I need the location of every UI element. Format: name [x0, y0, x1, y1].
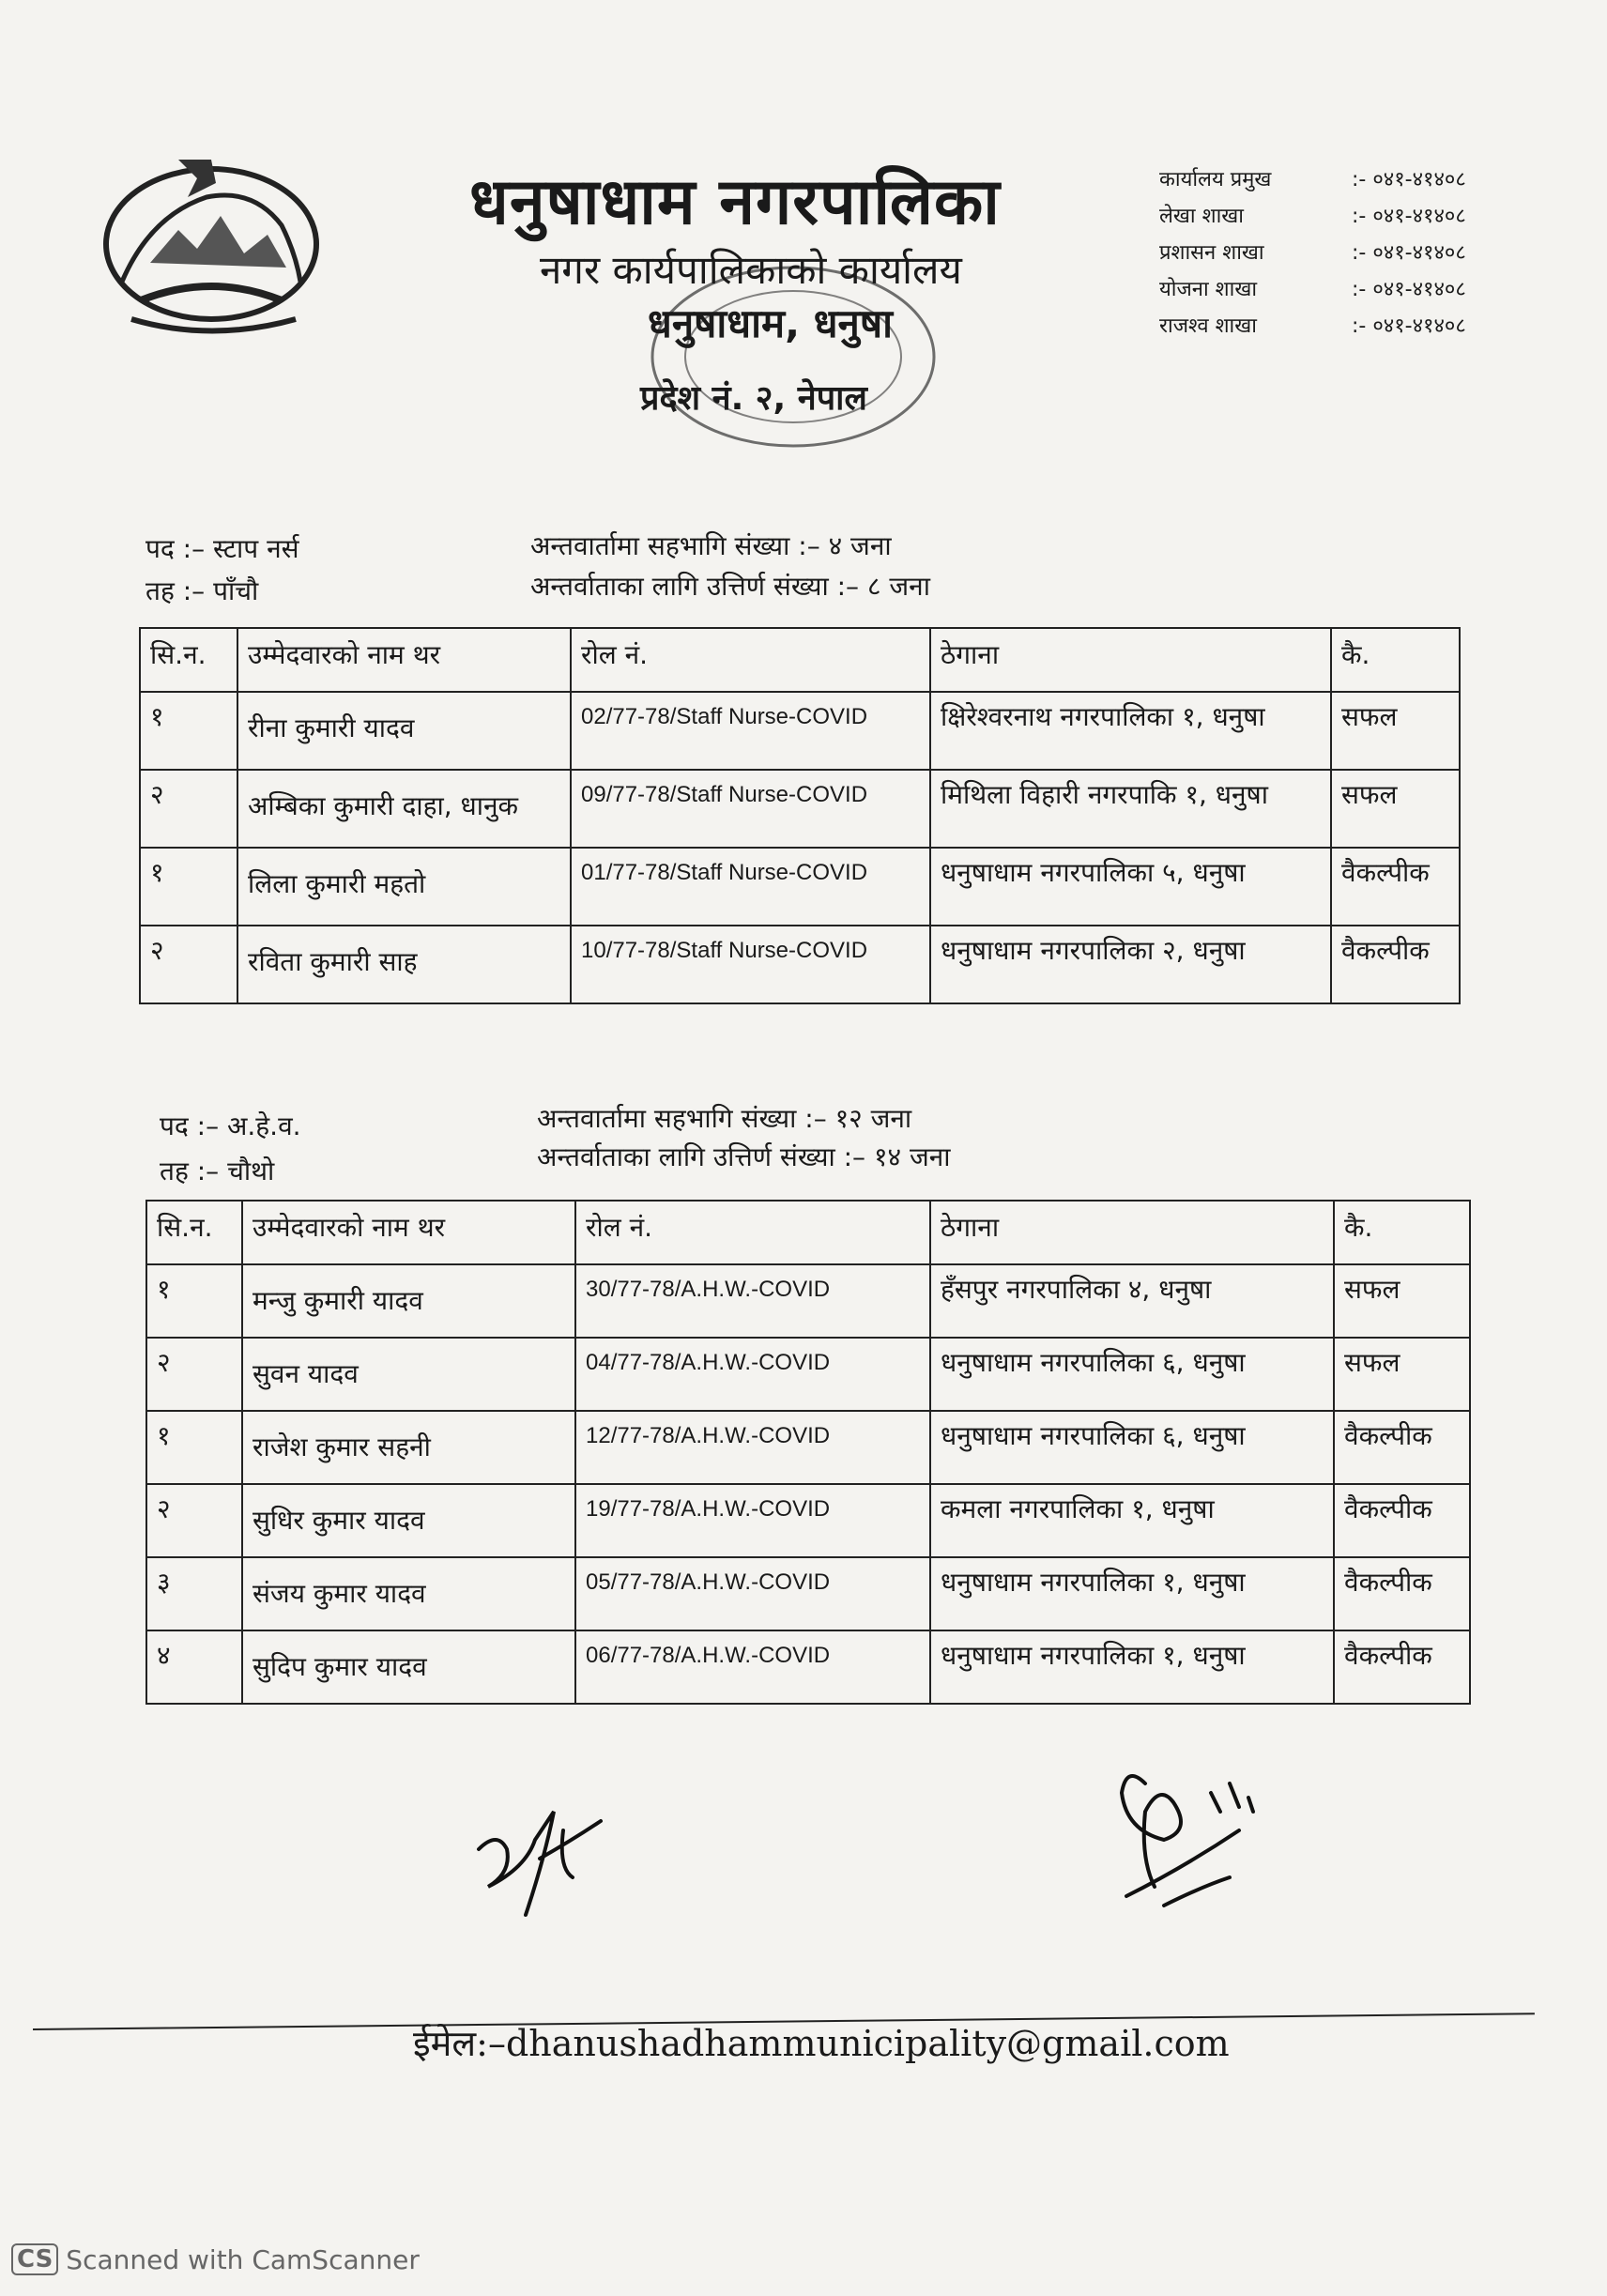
cell-name: अम्बिका कुमारी दाहा, धानुक — [237, 770, 571, 848]
contact-label: लेखा शाखा — [1159, 204, 1244, 228]
cell-address: धनुषाधाम नगरपालिका १, धनुषा — [930, 1630, 1334, 1704]
cell-address: मिथिला विहारी नगरपाकि १, धनुषा — [930, 770, 1331, 848]
section1-post: पद :– स्टाप नर्स — [145, 533, 299, 564]
cell-roll: 12/77-78/A.H.W.-COVID — [575, 1411, 930, 1484]
cell-sn: १ — [140, 848, 237, 926]
table-row — [146, 1338, 1470, 1411]
cell-roll: 01/77-78/Staff Nurse-COVID — [571, 848, 930, 926]
cell-roll: 09/77-78/Staff Nurse-COVID — [571, 770, 930, 848]
table-row — [146, 1484, 1470, 1557]
cell-roll: 06/77-78/A.H.W.-COVID — [575, 1630, 930, 1704]
footer-email: ईमेल:–dhanushadhammunicipality@gmail.com — [413, 2023, 1230, 2064]
cell-name: मन्जु कुमारी यादव — [242, 1264, 575, 1338]
header-sn: सि.न. — [146, 1201, 242, 1264]
cell-roll: 05/77-78/A.H.W.-COVID — [575, 1557, 930, 1630]
cell-name: लिला कुमारी महतो — [237, 848, 571, 926]
cell-remark: सफल — [1331, 692, 1460, 770]
cell-remark: सफल — [1334, 1264, 1470, 1338]
cell-sn: २ — [146, 1338, 242, 1411]
header-name: उम्मेदवारको नाम थर — [242, 1201, 575, 1264]
table-header-row — [140, 628, 1460, 692]
cell-address: कमला नगरपालिका १, धनुषा — [930, 1484, 1334, 1557]
table-row — [146, 1264, 1470, 1338]
contact-label: राजश्व शाखा — [1159, 314, 1257, 338]
cell-sn: १ — [140, 692, 237, 770]
contact-row — [1159, 306, 1466, 343]
table-row — [146, 1411, 1470, 1484]
cell-remark: सफल — [1334, 1338, 1470, 1411]
contact-value: :- ०४१-४१४०८ — [1352, 204, 1466, 228]
cell-name: रीना कुमारी यादव — [237, 692, 571, 770]
cell-remark: वैकल्पीक — [1334, 1630, 1470, 1704]
cell-remark: वैकल्पीक — [1331, 926, 1460, 1003]
cell-address: धनुषाधाम नगरपालिका ६, धनुषा — [930, 1338, 1334, 1411]
header-address: ठेगाना — [930, 628, 1331, 692]
table-row — [140, 692, 1460, 770]
cell-name: संजय कुमार यादव — [242, 1557, 575, 1630]
office-subtitle: नगर कार्यपालिकाको कार्यालय — [540, 247, 962, 293]
cell-sn: २ — [140, 770, 237, 848]
cell-remark: वैकल्पीक — [1331, 848, 1460, 926]
section1-passed: अन्तर्वाताका लागि उत्तिर्ण संख्या :– ८ जना — [530, 571, 930, 602]
cell-roll: 10/77-78/Staff Nurse-COVID — [571, 926, 930, 1003]
section2-passed: अन्तर्वाताका लागि उत्तिर्ण संख्या :– १४ जना — [537, 1141, 951, 1172]
contact-row — [1159, 269, 1466, 306]
cell-address: धनुषाधाम नगरपालिका ५, धनुषा — [930, 848, 1331, 926]
section1-table — [139, 627, 1461, 1004]
cell-address: क्षिरेश्वरनाथ नगरपालिका १, धनुषा — [930, 692, 1331, 770]
camscanner-watermark — [11, 2243, 420, 2275]
section2-post: पद :– अ.हे.व. — [160, 1110, 301, 1141]
office-province: प्रदेश नं. २, नेपाल — [640, 379, 867, 418]
cell-sn: १ — [146, 1264, 242, 1338]
header-sn: सि.न. — [140, 628, 237, 692]
table-row — [146, 1630, 1470, 1704]
office-location: धनुषाधाम, धनुषा — [648, 300, 893, 346]
cell-roll: 19/77-78/A.H.W.-COVID — [575, 1484, 930, 1557]
cell-address: धनुषाधाम नगरपालिका १, धनुषा — [930, 1557, 1334, 1630]
cell-name: रविता कुमारी साह — [237, 926, 571, 1003]
header-roll: रोल नं. — [571, 628, 930, 692]
table-row — [146, 1557, 1470, 1630]
cell-sn: १ — [146, 1411, 242, 1484]
cell-roll: 04/77-78/A.H.W.-COVID — [575, 1338, 930, 1411]
cell-roll: 02/77-78/Staff Nurse-COVID — [571, 692, 930, 770]
cell-roll: 30/77-78/A.H.W.-COVID — [575, 1264, 930, 1338]
cell-sn: ४ — [146, 1630, 242, 1704]
section2-participants: अन्तवार्तामा सहभागि संख्या :– १२ जना — [537, 1103, 912, 1134]
contact-value: :- ०४१-४१४०८ — [1352, 167, 1466, 191]
contact-label: प्रशासन शाखा — [1159, 240, 1264, 265]
contact-label: कार्यालय प्रमुख — [1159, 167, 1272, 191]
cell-remark: वैकल्पीक — [1334, 1411, 1470, 1484]
cell-sn: २ — [146, 1484, 242, 1557]
signature-right — [1108, 1755, 1267, 1924]
table-row — [140, 848, 1460, 926]
section2-level: तह :– चौथो — [160, 1156, 275, 1186]
camscanner-text: Scanned with CamScanner — [66, 2243, 420, 2275]
table-row — [140, 770, 1460, 848]
cell-sn: ३ — [146, 1557, 242, 1630]
section2-table — [145, 1200, 1471, 1705]
table-header-row — [146, 1201, 1470, 1264]
cell-sn: २ — [140, 926, 237, 1003]
header-name: उम्मेदवारको नाम थर — [237, 628, 571, 692]
contact-label: योजना शाखा — [1159, 277, 1258, 301]
contact-list — [1159, 160, 1466, 343]
header-roll: रोल नं. — [575, 1201, 930, 1264]
cell-name: सुदिप कुमार यादव — [242, 1630, 575, 1704]
cell-address: हँसपुर नगरपालिका ४, धनुषा — [930, 1264, 1334, 1338]
cell-remark: सफल — [1331, 770, 1460, 848]
table-row — [140, 926, 1460, 1003]
header-remark: कै. — [1334, 1201, 1470, 1264]
header-remark: कै. — [1331, 628, 1460, 692]
section1-participants: अन्तवार्तामा सहभागि संख्या :– ४ जना — [530, 530, 892, 561]
contact-value: :- ०४१-४१४०८ — [1352, 277, 1466, 301]
cell-remark: वैकल्पीक — [1334, 1557, 1470, 1630]
contact-row — [1159, 196, 1466, 233]
header-address: ठेगाना — [930, 1201, 1334, 1264]
contact-row — [1159, 160, 1466, 196]
contact-value: :- ०४१-४१४०८ — [1352, 314, 1466, 338]
cell-name: सुधिर कुमार यादव — [242, 1484, 575, 1557]
camscanner-icon: CS — [11, 2243, 58, 2275]
cell-name: राजेश कुमार सहनी — [242, 1411, 575, 1484]
section1-level: तह :– पाँचौ — [145, 575, 259, 606]
signature-left — [469, 1783, 657, 1934]
page-title: धनुषाधाम नगरपालिका — [469, 165, 1001, 239]
nepal-emblem-logo — [94, 141, 329, 338]
cell-address: धनुषाधाम नगरपालिका ६, धनुषा — [930, 1411, 1334, 1484]
contact-value: :- ०४१-४१४०८ — [1352, 240, 1466, 265]
contact-row — [1159, 233, 1466, 269]
cell-remark: वैकल्पीक — [1334, 1484, 1470, 1557]
cell-name: सुवन यादव — [242, 1338, 575, 1411]
cell-address: धनुषाधाम नगरपालिका २, धनुषा — [930, 926, 1331, 1003]
